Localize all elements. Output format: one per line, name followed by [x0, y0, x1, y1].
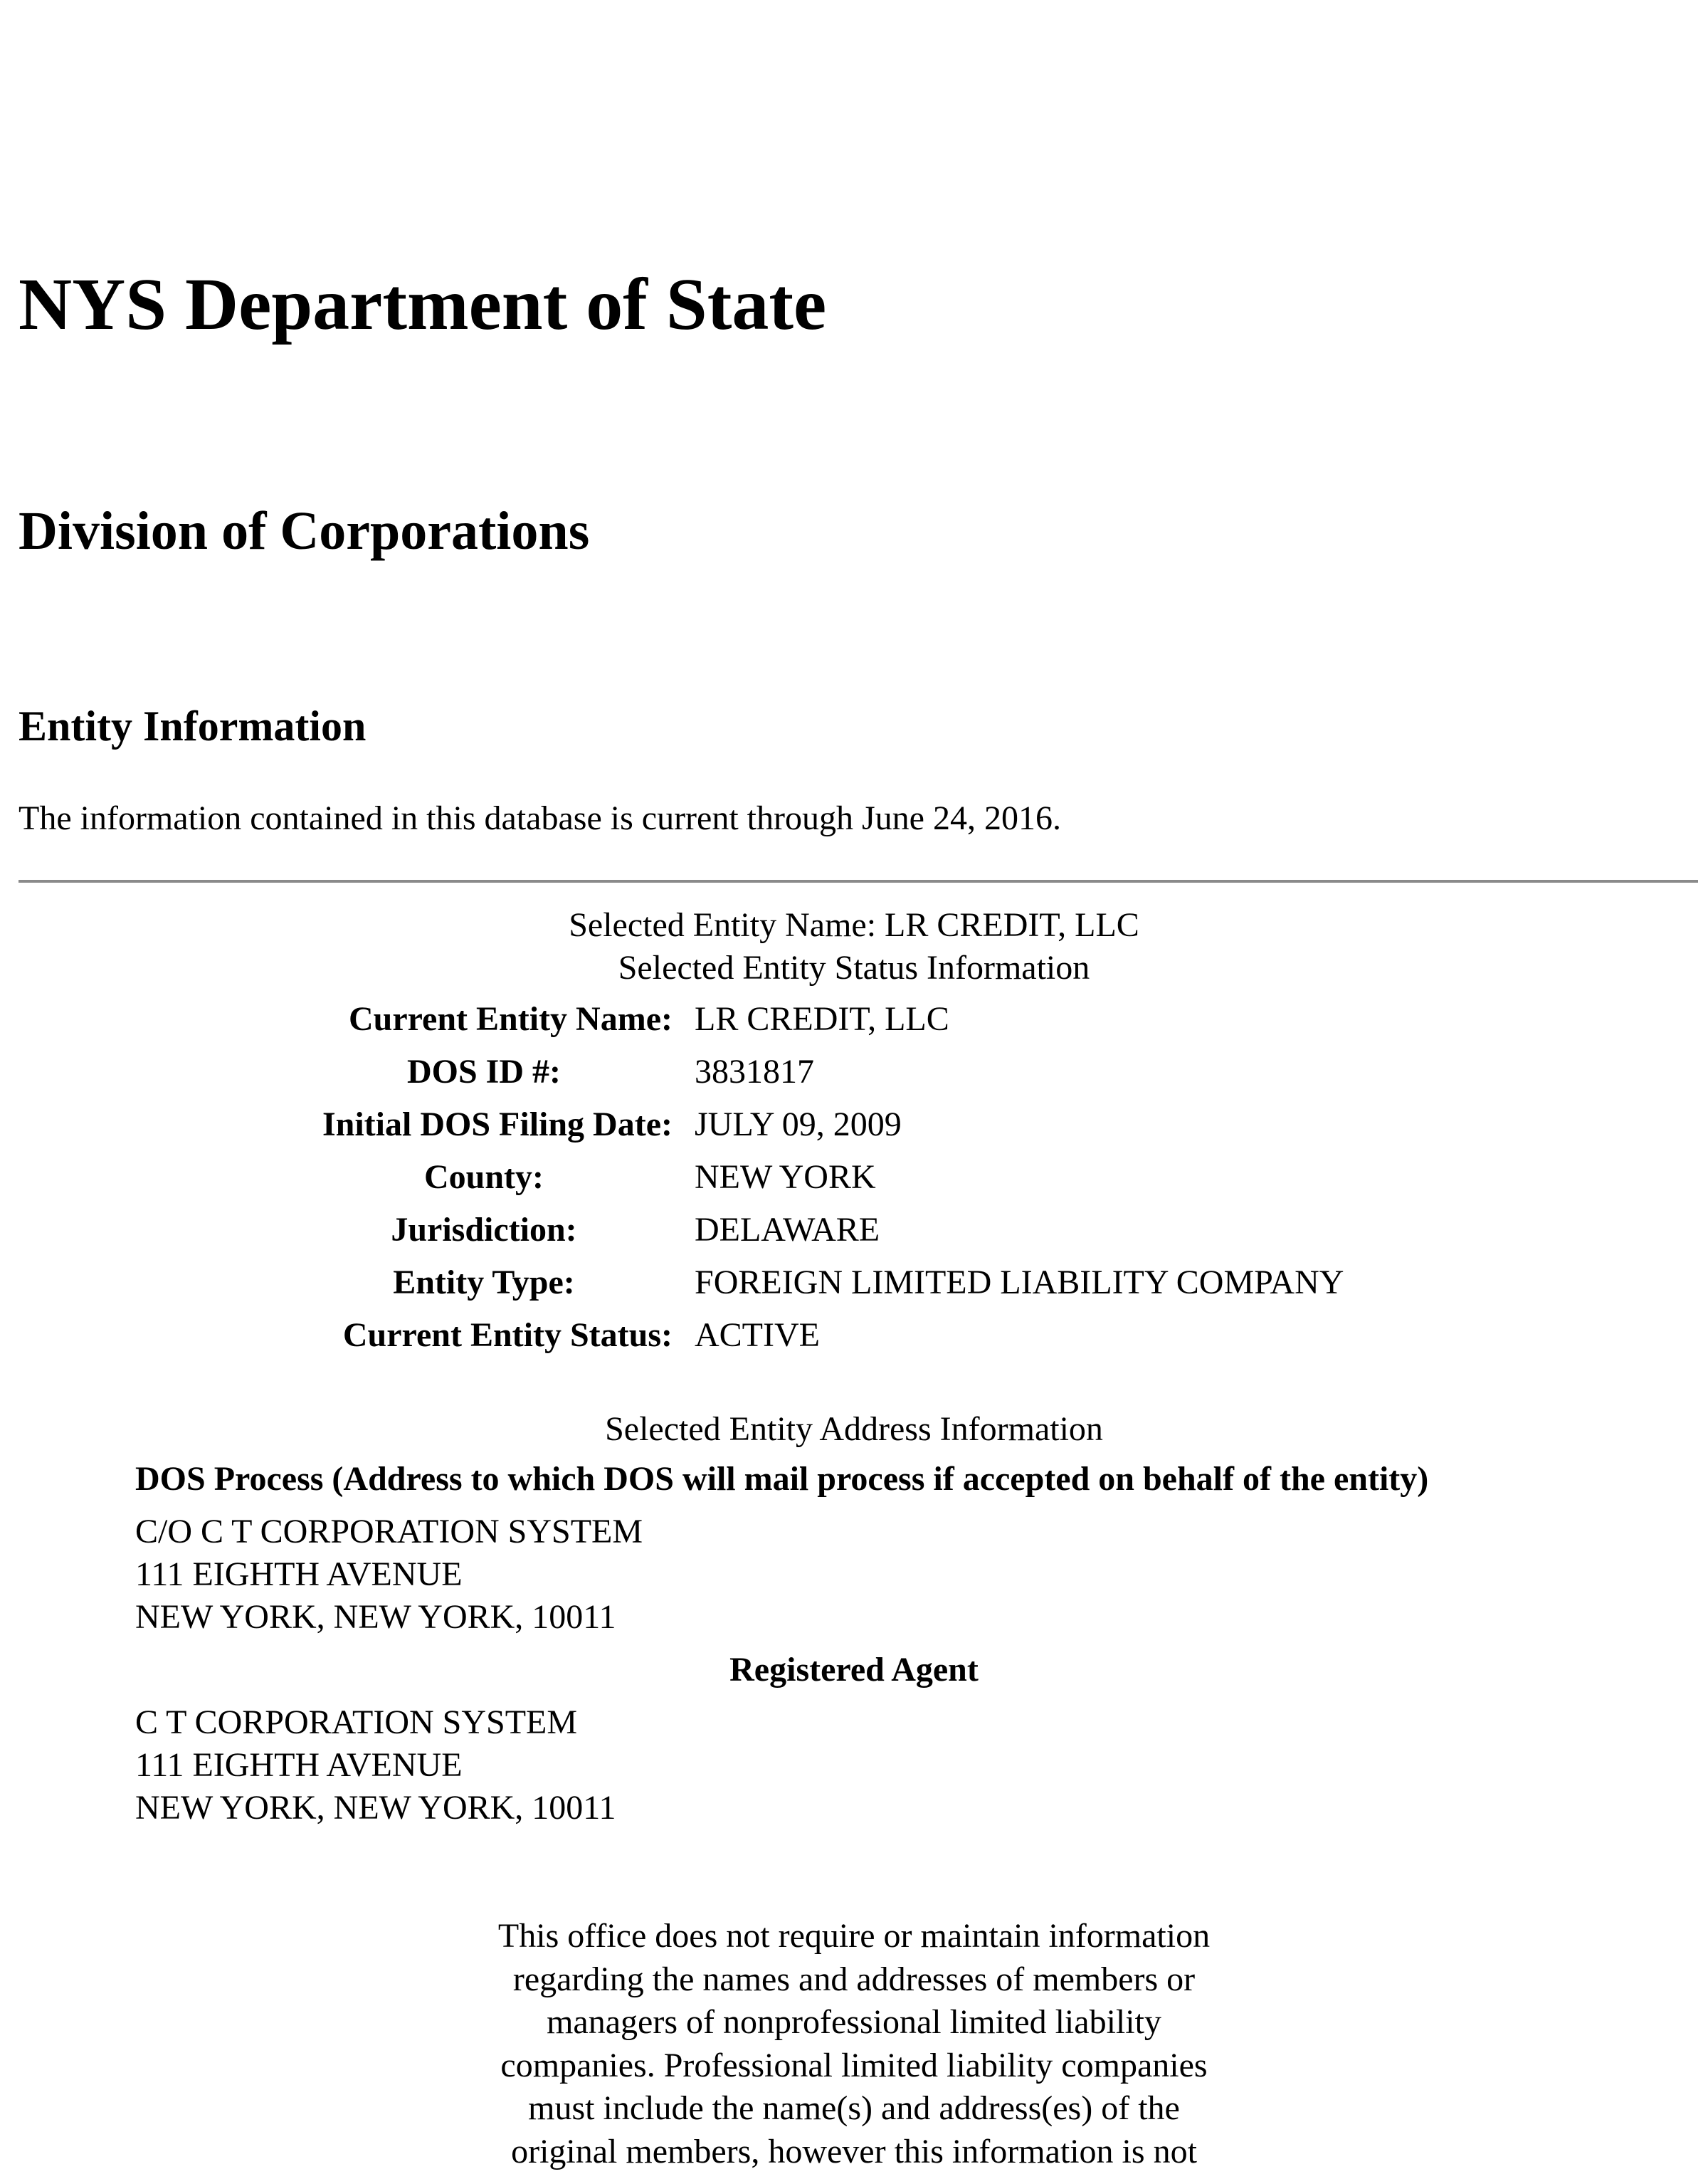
- label-current-entity-name: Current Entity Name:: [348, 1000, 673, 1038]
- notice-line: companies. Professional limited liability companies: [500, 2046, 1208, 2084]
- dos-process-heading: DOS Process (Address to which DOS will mail process if accepted on behalf of the entity): [135, 1460, 1429, 1498]
- page-title: NYS Department of State: [19, 263, 827, 345]
- label-jurisdiction: Jurisdiction:: [391, 1211, 577, 1249]
- registered-agent-address-line: 111 EIGHTH AVENUE: [135, 1746, 463, 1784]
- value-jurisdiction: DELAWARE: [695, 1211, 880, 1249]
- value-initial-filing-date: JULY 09, 2009: [695, 1106, 902, 1143]
- value-county: NEW YORK: [695, 1158, 876, 1196]
- dos-process-address-line: C/O C T CORPORATION SYSTEM: [135, 1513, 643, 1550]
- notice-line: must include the name(s) and address(es) of the: [528, 2089, 1180, 2127]
- registered-agent-address-line: NEW YORK, NEW YORK, 10011: [135, 1789, 616, 1827]
- section-heading: Entity Information: [19, 703, 367, 750]
- selected-entity-name: Selected Entity Name: LR CREDIT, LLC: [569, 906, 1139, 944]
- label-county: County:: [423, 1158, 544, 1196]
- division-heading: Division of Corporations: [19, 501, 590, 561]
- label-dos-id: DOS ID #:: [406, 1053, 562, 1091]
- members-notice: [427, 1915, 1281, 2173]
- label-entity-status: Current Entity Status:: [342, 1316, 673, 1354]
- database-currency-note: The information contained in this database is current through June 24, 2016.: [19, 799, 1061, 837]
- label-entity-type: Entity Type:: [393, 1264, 575, 1301]
- value-entity-status: ACTIVE: [695, 1316, 820, 1354]
- label-initial-filing-date: Initial DOS Filing Date:: [322, 1106, 673, 1143]
- status-info-heading: Selected Entity Status Information: [618, 949, 1090, 987]
- value-current-entity-name: LR CREDIT, LLC: [695, 1000, 949, 1038]
- notice-line: original members, however this information is not: [511, 2132, 1197, 2170]
- notice-line: managers of nonprofessional limited liability: [547, 2003, 1161, 2041]
- horizontal-divider: [19, 880, 1698, 883]
- address-info-heading: Selected Entity Address Information: [605, 1410, 1103, 1448]
- dos-process-address-line: 111 EIGHTH AVENUE: [135, 1555, 463, 1593]
- value-dos-id: 3831817: [695, 1053, 814, 1091]
- registered-agent-heading: Registered Agent: [729, 1651, 979, 1689]
- notice-line: regarding the names and addresses of members or: [512, 1960, 1196, 1998]
- dos-process-address-line: NEW YORK, NEW YORK, 10011: [135, 1598, 616, 1636]
- notice-line: This office does not require or maintain information: [497, 1917, 1211, 1955]
- value-entity-type: FOREIGN LIMITED LIABILITY COMPANY: [695, 1264, 1344, 1301]
- registered-agent-address-line: C T CORPORATION SYSTEM: [135, 1703, 578, 1741]
